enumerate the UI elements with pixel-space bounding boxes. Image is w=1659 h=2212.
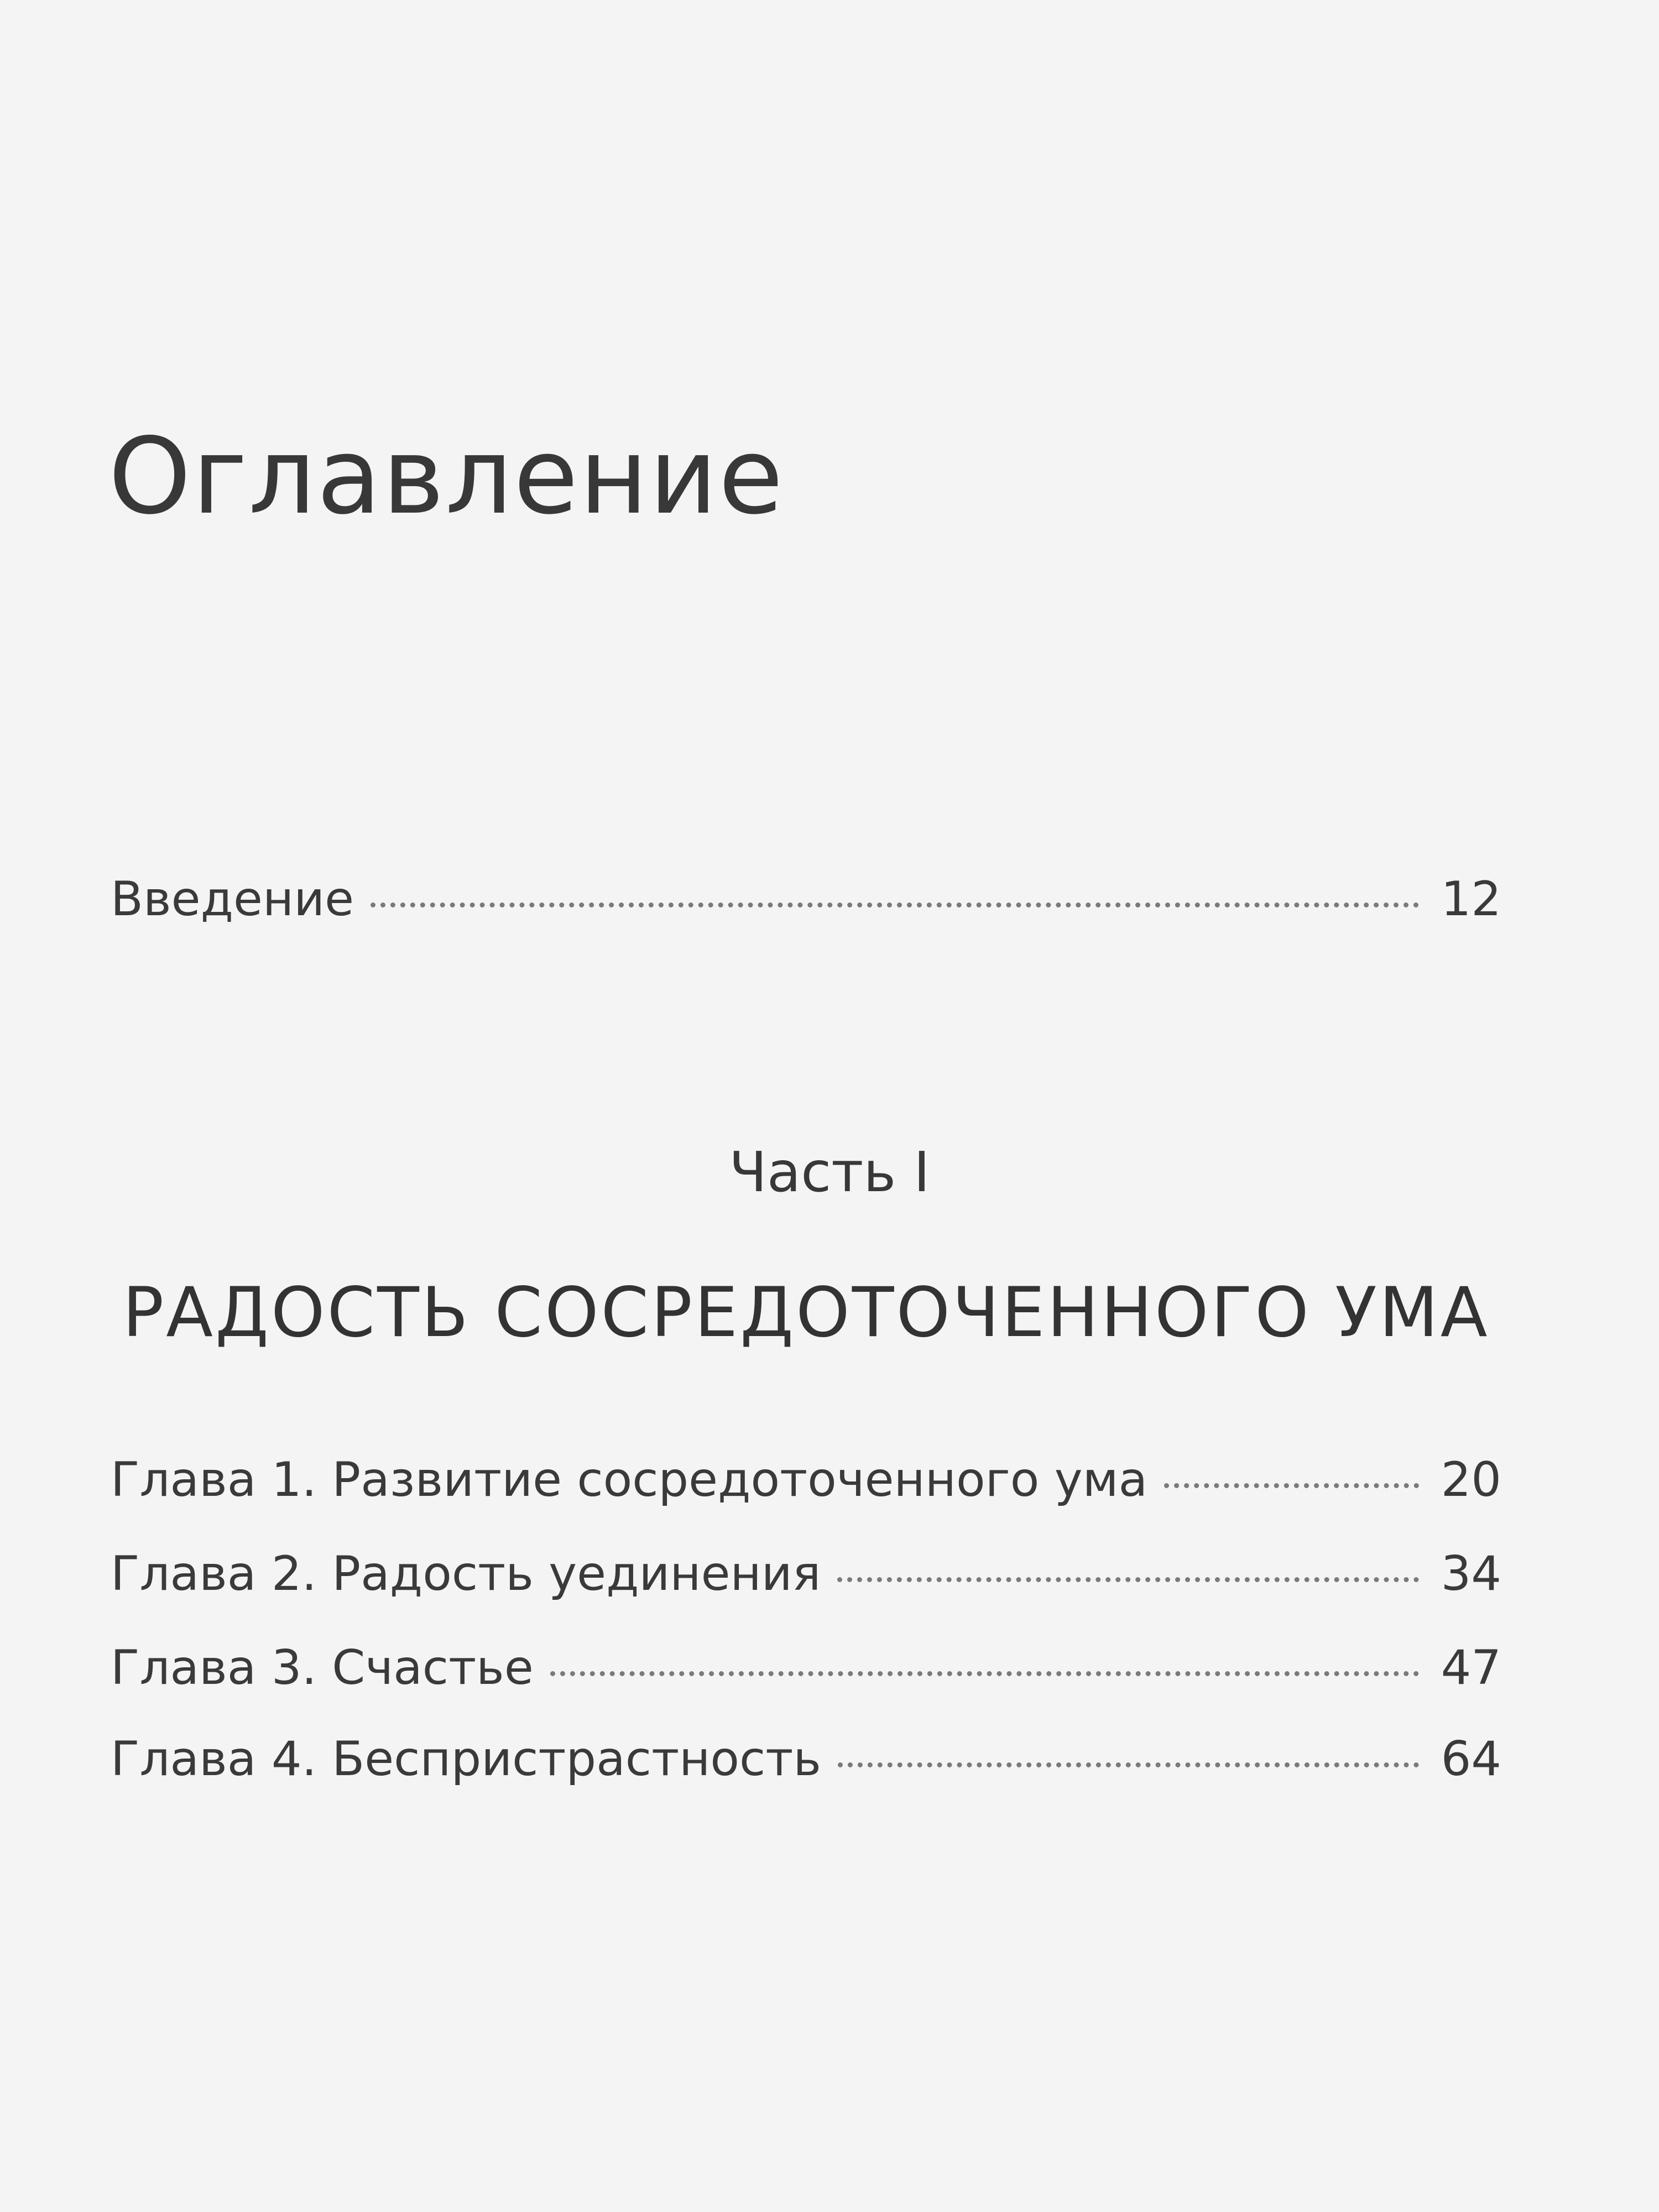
dot-leader (1164, 1483, 1418, 1488)
part-number: Часть I (729, 1140, 930, 1204)
dot-leader (550, 1671, 1419, 1676)
part-title: РАДОСТЬ СОСРЕДОТОЧЕННОГО УМА (122, 1273, 1490, 1353)
toc-entry-introduction (111, 871, 1501, 928)
dot-leader (837, 1577, 1418, 1582)
toc-entry-label: Глава 2. Радость уединения (111, 1546, 821, 1601)
dot-leader (838, 1762, 1418, 1767)
toc-entry-page: 12 (1441, 872, 1501, 927)
toc-entry-chapter-4 (111, 1731, 1501, 1788)
toc-entry-page: 64 (1441, 1731, 1501, 1787)
toc-entry-chapter-1 (111, 1452, 1501, 1509)
toc-entry-label: Введение (111, 872, 354, 927)
toc-entry-label: Глава 4. Беспристрастность (111, 1731, 822, 1787)
toc-entry-label: Глава 3. Счастье (111, 1640, 534, 1695)
toc-entry-chapter-3 (111, 1640, 1501, 1697)
toc-entry-chapter-2 (111, 1546, 1501, 1603)
toc-entry-page: 34 (1441, 1546, 1501, 1601)
toc-entry-page: 20 (1441, 1452, 1501, 1507)
dot-leader (371, 902, 1419, 907)
toc-entry-page: 47 (1441, 1640, 1501, 1695)
toc-entry-label: Глава 1. Развитие сосредоточенного ума (111, 1452, 1148, 1507)
page-title: Оглавление (108, 415, 785, 538)
